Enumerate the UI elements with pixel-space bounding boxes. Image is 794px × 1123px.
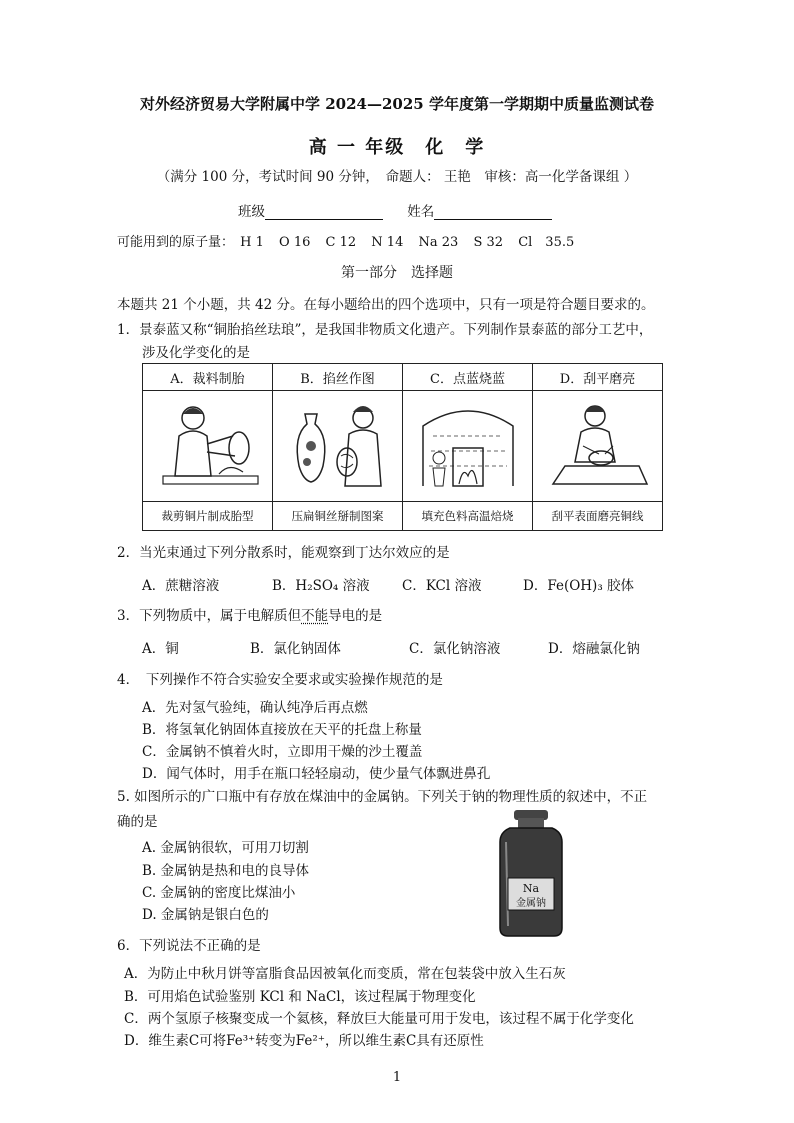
q4-option-d[interactable]: D．闻气体时，用手在瓶口轻轻扇动，使少量气体飘进鼻孔 xyxy=(142,766,491,782)
q5-option-c[interactable]: C. 金属钠的密度比煤油小 xyxy=(142,885,296,901)
q4-option-c[interactable]: C．金属钠不慎着火时，立即用干燥的沙土覆盖 xyxy=(142,744,423,760)
grade-subject: 高 一 年级 化 学 xyxy=(308,137,486,158)
q1-caption-d: 刮平表面磨亮铜线 xyxy=(533,502,663,531)
class-label: 班级 xyxy=(238,204,265,220)
q5-stem-line2: 确的是 xyxy=(117,814,158,830)
q5-option-b[interactable]: B. 金属钠是热和电的良导体 xyxy=(142,863,310,879)
class-blank[interactable] xyxy=(265,205,383,220)
q3-stem-post: 导电的是 xyxy=(328,608,383,624)
q1-option-c-head[interactable]: C．点蓝烧蓝 xyxy=(403,364,533,391)
q4-stem: 4． 下列操作不符合实验安全要求或实验操作规范的是 xyxy=(117,672,443,688)
name-label: 姓名 xyxy=(407,204,435,220)
section-title: 第一部分 选择题 xyxy=(341,265,453,281)
q2-option-b[interactable]: B．H₂SO₄ 溶液 xyxy=(272,578,370,594)
q6-option-d[interactable]: D．维生素C可将Fe³⁺转变为Fe²⁺，所以维生素C具有还原性 xyxy=(124,1033,484,1049)
q1-caption-c: 填充色料高温焙烧 xyxy=(403,502,533,531)
atom-mass: C 12 xyxy=(325,235,357,250)
student-info-row xyxy=(238,200,572,220)
q1-craft-table xyxy=(142,363,663,531)
q3-option-d[interactable]: D．熔融氯化钠 xyxy=(548,641,640,657)
q2-option-a[interactable]: A．蔗糖溶液 xyxy=(142,578,220,594)
q3-option-a[interactable]: A．铜 xyxy=(142,641,179,657)
q1-caption-a: 裁剪铜片制成胎型 xyxy=(143,502,273,531)
q6-stem: 6．下列说法不正确的是 xyxy=(117,938,261,954)
q1-option-b-head[interactable]: B．掐丝作图 xyxy=(273,364,403,391)
q1-option-d-head[interactable]: D．刮平磨亮 xyxy=(533,364,663,391)
q1-image-a xyxy=(143,391,273,502)
atom-mass: Na 23 xyxy=(418,235,459,250)
atom-mass: S 32 xyxy=(473,235,504,250)
q6-option-b[interactable]: B．可用焰色试验鉴别 KCl 和 NaCl，该过程属于物理变化 xyxy=(124,989,476,1005)
polishing-illustration xyxy=(543,396,653,496)
q3-option-b[interactable]: B．氯化钠固体 xyxy=(250,641,341,657)
q4-option-b[interactable]: B．将氢氧化钠固体直接放在天平的托盘上称量 xyxy=(142,722,422,738)
q4-option-a[interactable]: A．先对氢气验纯，确认纯净后再点燃 xyxy=(142,700,368,716)
q2-option-c[interactable]: C．KCl 溶液 xyxy=(402,578,482,594)
atom-mass: N 14 xyxy=(371,235,404,250)
q3-option-c[interactable]: C．氯化钠溶液 xyxy=(409,641,501,657)
q1-stem-line2: 涉及化学变化的是 xyxy=(142,345,250,361)
sodium-jar-image xyxy=(496,808,566,938)
atom-mass: O 16 xyxy=(279,235,311,250)
q1-caption-b: 压扁铜丝掰制图案 xyxy=(273,502,403,531)
page-number: 1 xyxy=(392,1070,402,1085)
name-blank[interactable] xyxy=(434,205,552,220)
vase-wire-illustration xyxy=(283,396,393,496)
q5-option-d[interactable]: D. 金属钠是银白色的 xyxy=(142,907,269,923)
craftsman-cutting-illustration xyxy=(153,396,263,496)
atom-mass: Cl 35.5 xyxy=(518,235,575,250)
jar-label-metal: 金属钠 xyxy=(516,898,546,909)
q1-image-c xyxy=(403,391,533,502)
q5-stem-line1: 5. 如图所示的广口瓶中有存放在煤油中的金属钠。下列关于钠的物理性质的叙述中，不正 xyxy=(117,789,648,805)
q5-option-a[interactable]: A. 金属钠很软，可用刀切割 xyxy=(142,840,309,856)
kiln-firing-illustration xyxy=(413,396,523,496)
atoms-label: 可能用到的原子量： xyxy=(117,235,235,250)
q6-option-c[interactable]: C．两个氢原子核聚变成一个氦核，释放巨大能量可用于发电，该过程不属于化学变化 xyxy=(124,1011,634,1027)
exam-title: 对外经济贸易大学附属中学 2024—2025 学年度第一学期期中质量监测试卷 xyxy=(140,95,654,113)
q1-image-b xyxy=(273,391,403,502)
section-intro: 本题共 21 个小题，共 42 分。在每小题给出的四个选项中，只有一项是符合题目要求的。 xyxy=(117,297,655,313)
exam-info: （满分 100 分，考试时间 90 分钟， 命题人： 王艳 审核：高一化学备课组 ） xyxy=(156,169,638,185)
q2-option-d[interactable]: D．Fe(OH)₃ 胶体 xyxy=(523,578,635,594)
atomic-masses xyxy=(117,231,585,250)
q3-stem xyxy=(117,604,382,624)
q2-stem: 2．当光束通过下列分散系时，能观察到丁达尔效应的是 xyxy=(117,545,450,561)
q3-stem-pre: 3．下列物质中，属于电解质但 xyxy=(117,608,302,624)
q1-stem-line1: 1．景泰蓝又称“铜胎掐丝珐琅”，是我国非物质文化遗产。下列制作景泰蓝的部分工艺中， xyxy=(117,322,653,338)
q1-option-a-head[interactable]: A．裁料制胎 xyxy=(143,364,273,391)
atom-mass: H 1 xyxy=(240,235,264,250)
q1-image-d xyxy=(533,391,663,502)
q3-stem-emphasis: 不能 xyxy=(301,608,329,624)
jar-label-na: Na xyxy=(522,882,540,895)
q6-option-a[interactable]: A．为防止中秋月饼等富脂食品因被氧化而变质，常在包装袋中放入生石灰 xyxy=(124,966,566,982)
